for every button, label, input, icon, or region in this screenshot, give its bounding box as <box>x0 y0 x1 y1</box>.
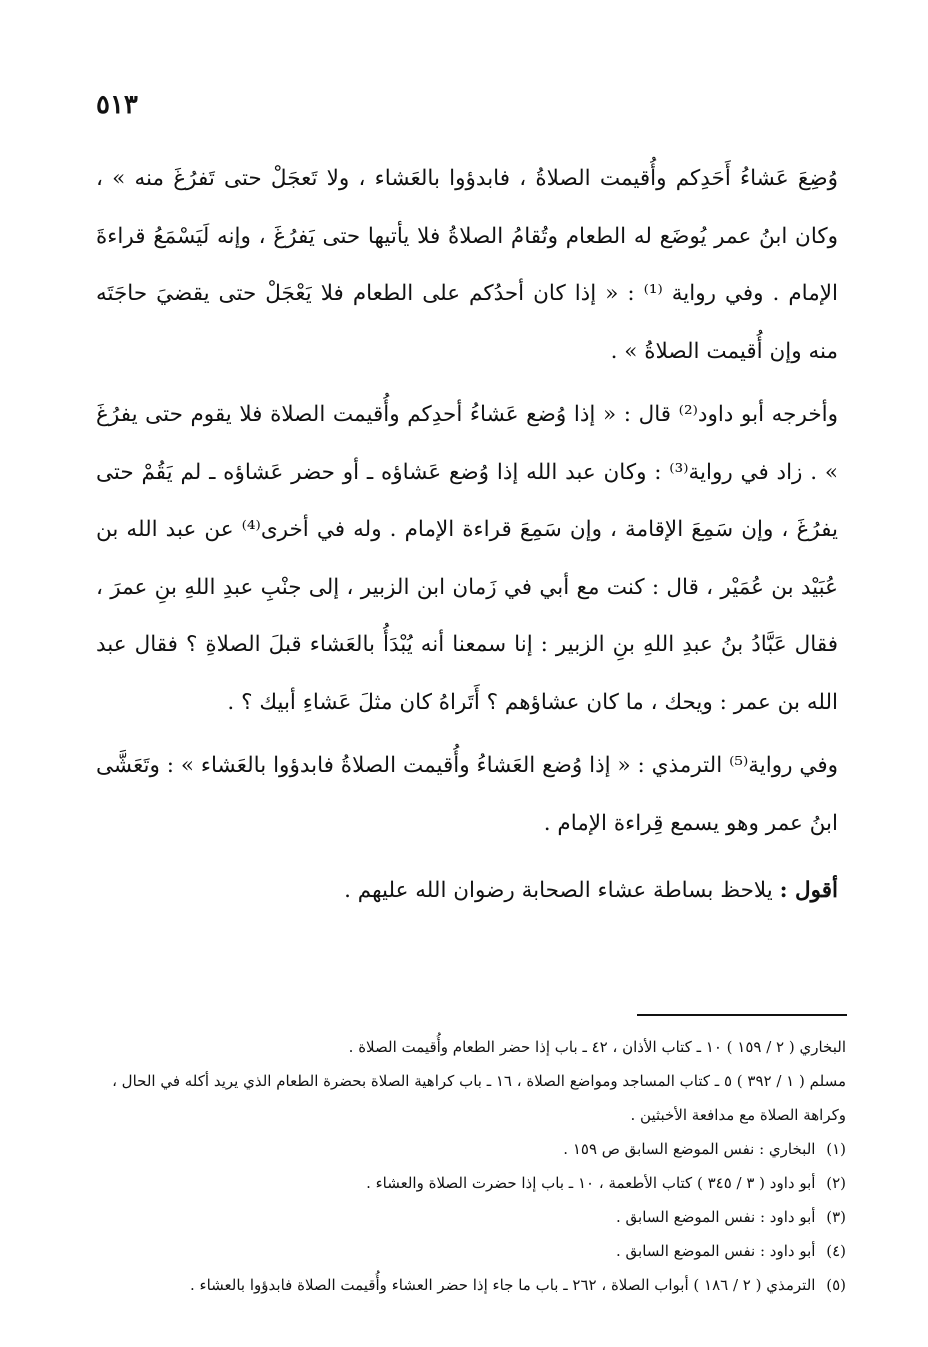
footnote-number: (٤) <box>826 1242 846 1260</box>
footnote-text: أبو داود : نفس الموضع السابق . <box>616 1208 816 1226</box>
main-text <box>96 150 838 926</box>
conclusion-text: يلاحظ بساطة عشاء الصحابة رضوان الله عليهم . <box>344 878 773 903</box>
footnote <box>96 1268 846 1302</box>
footnote-separator <box>637 1014 847 1016</box>
footnote-number: (٢) <box>826 1174 846 1192</box>
footnote-text: أبو داود : نفس الموضع السابق . <box>616 1242 816 1260</box>
conclusion-label: أقول : <box>779 878 838 903</box>
footnotes <box>96 1030 846 1302</box>
footnote-number: (١) <box>826 1140 846 1158</box>
footnote <box>96 1064 846 1132</box>
conclusion-paragraph <box>96 862 838 920</box>
footnote-text: البخاري : نفس الموضع السابق ص ١٥٩ . <box>563 1140 816 1158</box>
footnote-text: الترمذي ( ٢ / ١٨٦ ) أبواب الصلاة ، ٢٦٢ ـ باب ما جاء إذا حضر العشاء وأُقيمت الصلاة فابدؤوا بالعشاء . <box>190 1276 816 1294</box>
paragraph-3: وفي رواية⁽⁵⁾ الترمذي : « إذا وُضع العَشاءُ وأُقيمت الصلاةُ فابدؤوا بالعَشاء » : وتَعَشَّى ابنُ عمر وهو يسمع قِراءة الإمام . <box>96 753 838 836</box>
footnote <box>96 1030 846 1064</box>
paragraph-2: وأخرجه أبو داود⁽²⁾ قال : « إذا وُضع عَشاءُ أحدِكم وأُقيمت الصلاة فلا يقوم حتى يفرُغَ » . زاد في رواية⁽³⁾ : وكان عبد الله إذا وُضع عَشاؤه ـ أو حضر عَشاؤه ـ لم يَقُمْ حتى يفرُغَ ، وإن سَمِعَ الإقامة ، وإن سَمِعَ قراءة الإمام . وله في أخرى⁽⁴⁾ عن عبد الله بن عُبَيْد بن عُمَيْر ، قال : كنت مع أبي في زَمان ابن الزبير ، إلى جنْبِ عبدِ اللهِ بنِ عمرَ ، فقال عَبَّادُ بنُ عبدِ اللهِ بنِ الزبير : إنا سمعنا أنه يُبْدَأُ بالعَشاء قبلَ الصلاةِ ؟ فقال عبد الله بن عمر : ويحك ، ما كان عشاؤهم ؟ أَتَراهُ كان مثلَ عَشاءِ أبيك ؟ . <box>96 402 839 715</box>
footnote-number: (٥) <box>826 1276 846 1294</box>
footnote-text: البخاري ( ٢ / ١٥٩ ) ١٠ ـ كتاب الأذان ، ٤٢ ـ باب إذا حضر الطعام وأُقيمت الصلاة . <box>348 1038 846 1056</box>
footnote-number: (٣) <box>826 1208 846 1226</box>
footnote <box>96 1234 846 1268</box>
footnote-text: مسلم ( ١ / ٣٩٢ ) ٥ ـ كتاب المساجد ومواضع الصلاة ، ١٦ ـ باب كراهية الصلاة بحضرة الطعام الذي يريد أكله في الحال ، وكراهة الصلاة مع مدافعة الأخبثين . <box>112 1072 846 1124</box>
paragraph-1: وُضِعَ عَشاءُ أَحَدِكم وأُقيمت الصلاةُ ، فابدؤوا بالعَشاء ، ولا تَعجَلْ حتى تَفرُغَ منه » ، وكان ابنُ عمر يُوضَع له الطعام وتُقامُ الصلاةُ فلا يأتيها حتى يَفرُغَ ، وإنه لَيَسْمَعُ قراءةَ الإمام . وفي رواية ⁽¹⁾ : « إذا كان أحدُكم على الطعام فلا يَعْجَلْ حتى يقضيَ حاجَتَه منه وإن أُقيمت الصلاةُ » . <box>96 166 838 364</box>
footnote <box>96 1132 846 1166</box>
footnote <box>96 1200 846 1234</box>
footnote <box>96 1166 846 1200</box>
page-number: ٥١٣ <box>96 90 138 120</box>
footnote-text: أبو داود ( ٣ / ٣٤٥ ) كتاب الأطعمة ، ١٠ ـ باب إذا حضرت الصلاة والعشاء . <box>366 1174 816 1192</box>
